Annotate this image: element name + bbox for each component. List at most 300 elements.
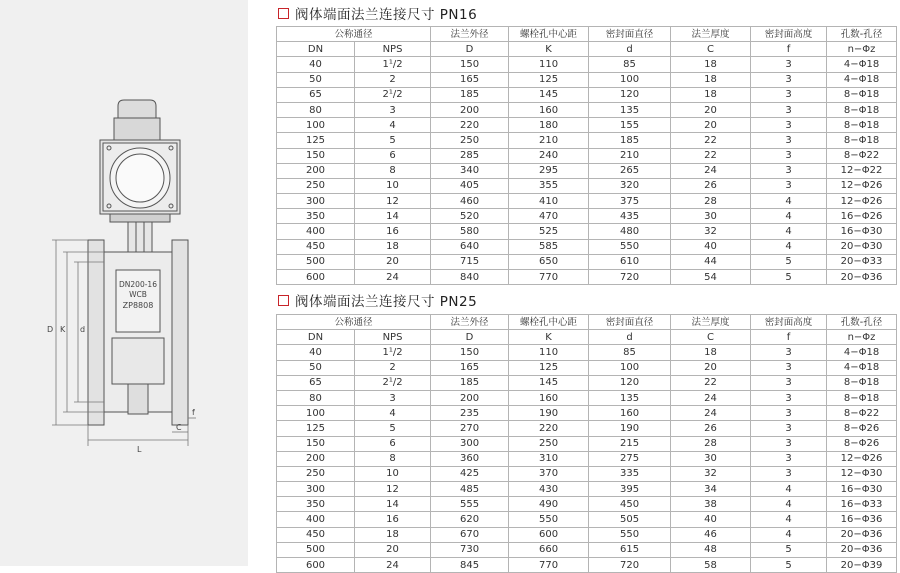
cell-seal-dia: 100	[589, 72, 671, 87]
cell-flange-od: 340	[431, 163, 509, 178]
symbol-dn: DN	[277, 42, 355, 57]
cell-thickness: 40	[671, 512, 751, 527]
cell-bolt-circle: 525	[509, 224, 589, 239]
symbol-D: D	[431, 330, 509, 345]
title-square-icon	[278, 295, 289, 306]
cell-holes: 4−Φ18	[827, 345, 897, 360]
cell-bolt-circle: 490	[509, 497, 589, 512]
cell-seal-height: 4	[751, 209, 827, 224]
table-row	[277, 102, 897, 117]
cell-flange-od: 235	[431, 406, 509, 421]
pn16-section-title	[278, 3, 477, 23]
cell-thickness: 34	[671, 482, 751, 497]
cell-bolt-circle: 770	[509, 558, 589, 573]
cell-bolt-circle: 355	[509, 178, 589, 193]
cell-nps: 2¹/2	[355, 87, 431, 102]
cell-nps: 6	[355, 436, 431, 451]
table-row	[277, 148, 897, 163]
cell-bolt-circle: 310	[509, 451, 589, 466]
cell-dn: 250	[277, 466, 355, 481]
cell-holes: 4−Φ18	[827, 360, 897, 375]
cell-nps: 14	[355, 497, 431, 512]
cell-seal-dia: 615	[589, 542, 671, 557]
cell-bolt-circle: 145	[509, 87, 589, 102]
cell-nps: 1¹/2	[355, 57, 431, 72]
cell-bolt-circle: 145	[509, 375, 589, 390]
cell-flange-od: 165	[431, 72, 509, 87]
cell-seal-dia: 275	[589, 451, 671, 466]
cell-flange-od: 200	[431, 390, 509, 405]
cell-thickness: 18	[671, 57, 751, 72]
cell-nps: 20	[355, 254, 431, 269]
table-row	[277, 163, 897, 178]
cell-seal-dia: 185	[589, 133, 671, 148]
table-row	[277, 87, 897, 102]
cell-seal-dia: 135	[589, 390, 671, 405]
symbol-nps: NPS	[355, 330, 431, 345]
cell-thickness: 24	[671, 163, 751, 178]
cell-nps: 12	[355, 482, 431, 497]
dim-label-d: d	[80, 325, 86, 334]
cell-flange-od: 270	[431, 421, 509, 436]
cell-bolt-circle: 180	[509, 118, 589, 133]
cell-nps: 2	[355, 360, 431, 375]
cell-holes: 8−Φ26	[827, 436, 897, 451]
cell-flange-od: 580	[431, 224, 509, 239]
cell-seal-dia: 120	[589, 375, 671, 390]
cell-nps: 18	[355, 527, 431, 542]
cell-thickness: 32	[671, 224, 751, 239]
cell-holes: 20−Φ36	[827, 527, 897, 542]
cell-flange-od: 555	[431, 497, 509, 512]
cell-thickness: 40	[671, 239, 751, 254]
title-square-icon	[278, 8, 289, 19]
cell-holes: 8−Φ18	[827, 133, 897, 148]
cell-thickness: 30	[671, 451, 751, 466]
table-row	[277, 254, 897, 269]
cell-holes: 16−Φ36	[827, 512, 897, 527]
cell-bolt-circle: 110	[509, 57, 589, 72]
cell-thickness: 18	[671, 345, 751, 360]
cell-dn: 40	[277, 57, 355, 72]
cell-thickness: 46	[671, 527, 751, 542]
cell-nps: 16	[355, 224, 431, 239]
symbol-D: D	[431, 42, 509, 57]
cell-seal-height: 4	[751, 239, 827, 254]
cell-thickness: 22	[671, 133, 751, 148]
cell-flange-od: 840	[431, 270, 509, 285]
cell-holes: 8−Φ26	[827, 421, 897, 436]
cell-seal-dia: 190	[589, 421, 671, 436]
header-nominal-diameter: 公称通径	[277, 27, 431, 42]
table-row	[277, 239, 897, 254]
cell-flange-od: 285	[431, 148, 509, 163]
cell-seal-height: 3	[751, 375, 827, 390]
cell-nps: 2¹/2	[355, 375, 431, 390]
cell-seal-dia: 395	[589, 482, 671, 497]
cell-bolt-circle: 370	[509, 466, 589, 481]
header-seal-height: 密封面高度	[751, 27, 827, 42]
table-row	[277, 512, 897, 527]
cell-thickness: 22	[671, 148, 751, 163]
header-bolt-circle: 螺栓孔中心距	[509, 27, 589, 42]
header-seal-diameter: 密封面直径	[589, 27, 671, 42]
cell-flange-od: 165	[431, 360, 509, 375]
cell-seal-dia: 505	[589, 512, 671, 527]
cell-dn: 350	[277, 209, 355, 224]
cell-seal-dia: 480	[589, 224, 671, 239]
cell-dn: 300	[277, 482, 355, 497]
cell-holes: 16−Φ33	[827, 497, 897, 512]
header-bolt-circle: 螺栓孔中心距	[509, 315, 589, 330]
cell-seal-height: 3	[751, 118, 827, 133]
cell-seal-dia: 720	[589, 558, 671, 573]
table-row	[277, 270, 897, 285]
cell-flange-od: 150	[431, 57, 509, 72]
cell-bolt-circle: 190	[509, 406, 589, 421]
table-row	[277, 375, 897, 390]
cell-holes: 8−Φ18	[827, 87, 897, 102]
table-header-row	[277, 315, 897, 330]
cell-seal-dia: 335	[589, 466, 671, 481]
cell-seal-dia: 550	[589, 239, 671, 254]
table-row	[277, 421, 897, 436]
dim-label-f: f	[192, 408, 195, 417]
cell-flange-od: 460	[431, 194, 509, 209]
header-holes: 孔数-孔径	[827, 315, 897, 330]
cell-thickness: 18	[671, 72, 751, 87]
symbol-f: f	[751, 42, 827, 57]
cell-bolt-circle: 160	[509, 390, 589, 405]
cell-dn: 500	[277, 254, 355, 269]
cell-flange-od: 715	[431, 254, 509, 269]
cell-seal-dia: 720	[589, 270, 671, 285]
cell-seal-height: 5	[751, 270, 827, 285]
cell-dn: 65	[277, 375, 355, 390]
cell-dn: 200	[277, 163, 355, 178]
cell-flange-od: 845	[431, 558, 509, 573]
cell-bolt-circle: 430	[509, 482, 589, 497]
header-nominal-diameter: 公称通径	[277, 315, 431, 330]
cell-bolt-circle: 160	[509, 102, 589, 117]
cell-dn: 80	[277, 102, 355, 117]
cell-holes: 12−Φ26	[827, 451, 897, 466]
cell-seal-height: 3	[751, 102, 827, 117]
cell-nps: 20	[355, 542, 431, 557]
cell-flange-od: 200	[431, 102, 509, 117]
cell-dn: 150	[277, 148, 355, 163]
cell-seal-height: 3	[751, 360, 827, 375]
table-header-row	[277, 27, 897, 42]
cell-bolt-circle: 240	[509, 148, 589, 163]
cell-seal-height: 3	[751, 421, 827, 436]
cell-seal-height: 3	[751, 72, 827, 87]
cell-dn: 125	[277, 133, 355, 148]
cell-seal-dia: 610	[589, 254, 671, 269]
cell-flange-od: 640	[431, 239, 509, 254]
cell-holes: 8−Φ18	[827, 390, 897, 405]
table-row	[277, 527, 897, 542]
cell-flange-od: 405	[431, 178, 509, 193]
cell-seal-height: 3	[751, 87, 827, 102]
cell-seal-dia: 85	[589, 57, 671, 72]
body-label-model: ZP8808	[122, 301, 154, 310]
cell-thickness: 58	[671, 558, 751, 573]
cell-thickness: 24	[671, 390, 751, 405]
symbol-d: d	[589, 330, 671, 345]
cell-nps: 24	[355, 558, 431, 573]
cell-thickness: 18	[671, 87, 751, 102]
symbol-d: d	[589, 42, 671, 57]
cell-nps: 1¹/2	[355, 345, 431, 360]
cell-seal-height: 5	[751, 542, 827, 557]
cell-holes: 4−Φ18	[827, 72, 897, 87]
cell-seal-dia: 100	[589, 360, 671, 375]
pn25-title-text: 阀体端面法兰连接尺寸 PN25	[295, 294, 478, 310]
cell-seal-height: 4	[751, 527, 827, 542]
cell-dn: 100	[277, 406, 355, 421]
cell-dn: 300	[277, 194, 355, 209]
cell-thickness: 38	[671, 497, 751, 512]
cell-seal-dia: 135	[589, 102, 671, 117]
symbol-nz: n−Φz	[827, 330, 897, 345]
cell-bolt-circle: 585	[509, 239, 589, 254]
table-row	[277, 57, 897, 72]
cell-seal-height: 4	[751, 512, 827, 527]
cell-seal-height: 3	[751, 390, 827, 405]
cell-bolt-circle: 110	[509, 345, 589, 360]
cell-nps: 4	[355, 118, 431, 133]
cell-flange-od: 360	[431, 451, 509, 466]
cell-seal-dia: 550	[589, 527, 671, 542]
cell-nps: 2	[355, 72, 431, 87]
symbol-K: K	[509, 330, 589, 345]
cell-seal-dia: 435	[589, 209, 671, 224]
cell-flange-od: 620	[431, 512, 509, 527]
cell-flange-od: 150	[431, 345, 509, 360]
table-row	[277, 390, 897, 405]
cell-seal-dia: 155	[589, 118, 671, 133]
table-row	[277, 72, 897, 87]
cell-thickness: 26	[671, 421, 751, 436]
cell-seal-height: 4	[751, 224, 827, 239]
cell-holes: 12−Φ22	[827, 163, 897, 178]
cell-seal-height: 4	[751, 194, 827, 209]
cell-dn: 450	[277, 527, 355, 542]
header-flange-thickness: 法兰厚度	[671, 315, 751, 330]
cell-dn: 150	[277, 436, 355, 451]
cell-holes: 20−Φ30	[827, 239, 897, 254]
symbol-C: C	[671, 330, 751, 345]
cell-nps: 8	[355, 451, 431, 466]
pn16-spec-table	[276, 26, 897, 285]
cell-bolt-circle: 660	[509, 542, 589, 557]
cell-bolt-circle: 410	[509, 194, 589, 209]
cell-flange-od: 485	[431, 482, 509, 497]
table-row	[277, 558, 897, 573]
cell-holes: 8−Φ22	[827, 406, 897, 421]
cell-dn: 200	[277, 451, 355, 466]
dim-label-C: C	[176, 423, 182, 432]
cell-dn: 65	[277, 87, 355, 102]
cell-seal-height: 3	[751, 345, 827, 360]
table-row	[277, 451, 897, 466]
cell-nps: 24	[355, 270, 431, 285]
cell-seal-dia: 375	[589, 194, 671, 209]
cell-bolt-circle: 210	[509, 133, 589, 148]
table-row	[277, 542, 897, 557]
cell-seal-dia: 85	[589, 345, 671, 360]
cell-flange-od: 730	[431, 542, 509, 557]
symbol-nps: NPS	[355, 42, 431, 57]
table-row	[277, 497, 897, 512]
cell-holes: 20−Φ36	[827, 270, 897, 285]
cell-flange-od: 220	[431, 118, 509, 133]
cell-thickness: 28	[671, 194, 751, 209]
cell-nps: 16	[355, 512, 431, 527]
symbol-f: f	[751, 330, 827, 345]
symbol-C: C	[671, 42, 751, 57]
cell-dn: 400	[277, 512, 355, 527]
header-flange-od: 法兰外径	[431, 315, 509, 330]
cell-seal-height: 4	[751, 482, 827, 497]
cell-thickness: 20	[671, 102, 751, 117]
cell-seal-dia: 450	[589, 497, 671, 512]
cell-dn: 80	[277, 390, 355, 405]
header-seal-diameter: 密封面直径	[589, 315, 671, 330]
table-symbol-row	[277, 42, 897, 57]
cell-seal-height: 4	[751, 497, 827, 512]
cell-thickness: 26	[671, 178, 751, 193]
cell-nps: 14	[355, 209, 431, 224]
cell-holes: 12−Φ30	[827, 466, 897, 481]
cell-holes: 12−Φ26	[827, 178, 897, 193]
cell-nps: 5	[355, 133, 431, 148]
cell-flange-od: 670	[431, 527, 509, 542]
cell-seal-height: 3	[751, 466, 827, 481]
body-label-material: WCB	[129, 290, 147, 299]
cell-thickness: 30	[671, 209, 751, 224]
cell-seal-dia: 320	[589, 178, 671, 193]
cell-nps: 18	[355, 239, 431, 254]
table-row	[277, 133, 897, 148]
table-row	[277, 360, 897, 375]
cell-seal-height: 3	[751, 436, 827, 451]
cell-holes: 16−Φ30	[827, 482, 897, 497]
cell-seal-dia: 265	[589, 163, 671, 178]
cell-flange-od: 425	[431, 466, 509, 481]
cell-nps: 6	[355, 148, 431, 163]
cell-dn: 50	[277, 360, 355, 375]
cell-dn: 450	[277, 239, 355, 254]
table-row	[277, 406, 897, 421]
cell-thickness: 28	[671, 436, 751, 451]
cell-holes: 8−Φ22	[827, 148, 897, 163]
table-row	[277, 482, 897, 497]
table-row	[277, 436, 897, 451]
butterfly-valve-drawing	[0, 0, 248, 566]
cell-bolt-circle: 125	[509, 72, 589, 87]
cell-bolt-circle: 250	[509, 436, 589, 451]
dim-label-L: L	[137, 445, 142, 454]
header-flange-od: 法兰外径	[431, 27, 509, 42]
cell-seal-height: 5	[751, 558, 827, 573]
cell-seal-dia: 160	[589, 406, 671, 421]
table-row	[277, 118, 897, 133]
pn25-spec-table	[276, 314, 897, 573]
cell-holes: 16−Φ30	[827, 224, 897, 239]
cell-dn: 600	[277, 270, 355, 285]
cell-nps: 8	[355, 163, 431, 178]
cell-thickness: 24	[671, 406, 751, 421]
cell-holes: 20−Φ39	[827, 558, 897, 573]
cell-holes: 8−Φ18	[827, 102, 897, 117]
cell-holes: 20−Φ36	[827, 542, 897, 557]
cell-thickness: 32	[671, 466, 751, 481]
cell-seal-height: 3	[751, 406, 827, 421]
cell-bolt-circle: 770	[509, 270, 589, 285]
cell-dn: 400	[277, 224, 355, 239]
cell-nps: 5	[355, 421, 431, 436]
cell-thickness: 44	[671, 254, 751, 269]
body-label-size: DN200-16	[119, 280, 157, 289]
table-row	[277, 466, 897, 481]
table-row	[277, 345, 897, 360]
cell-bolt-circle: 125	[509, 360, 589, 375]
symbol-dn: DN	[277, 330, 355, 345]
cell-bolt-circle: 600	[509, 527, 589, 542]
symbol-nz: n−Φz	[827, 42, 897, 57]
cell-dn: 350	[277, 497, 355, 512]
cell-thickness: 48	[671, 542, 751, 557]
cell-flange-od: 185	[431, 87, 509, 102]
cell-dn: 250	[277, 178, 355, 193]
cell-nps: 3	[355, 390, 431, 405]
cell-flange-od: 185	[431, 375, 509, 390]
cell-seal-dia: 215	[589, 436, 671, 451]
cell-seal-height: 3	[751, 163, 827, 178]
table-row	[277, 178, 897, 193]
cell-seal-height: 3	[751, 451, 827, 466]
table-row	[277, 209, 897, 224]
cell-holes: 16−Φ26	[827, 209, 897, 224]
cell-seal-height: 3	[751, 148, 827, 163]
dim-label-D: D	[47, 325, 54, 334]
cell-dn: 40	[277, 345, 355, 360]
header-seal-height: 密封面高度	[751, 315, 827, 330]
dim-label-K: K	[60, 325, 66, 334]
cell-seal-height: 3	[751, 57, 827, 72]
cell-bolt-circle: 650	[509, 254, 589, 269]
pn25-section-title	[278, 290, 477, 310]
cell-flange-od: 520	[431, 209, 509, 224]
table-row	[277, 224, 897, 239]
cell-flange-od: 300	[431, 436, 509, 451]
header-holes: 孔数-孔径	[827, 27, 897, 42]
cell-dn: 100	[277, 118, 355, 133]
cell-seal-height: 5	[751, 254, 827, 269]
cell-dn: 600	[277, 558, 355, 573]
product-drawing-panel	[0, 0, 248, 566]
cell-seal-height: 3	[751, 178, 827, 193]
cell-dn: 500	[277, 542, 355, 557]
cell-nps: 10	[355, 466, 431, 481]
cell-seal-height: 3	[751, 133, 827, 148]
header-flange-thickness: 法兰厚度	[671, 27, 751, 42]
cell-seal-dia: 120	[589, 87, 671, 102]
table-symbol-row	[277, 330, 897, 345]
cell-thickness: 20	[671, 360, 751, 375]
